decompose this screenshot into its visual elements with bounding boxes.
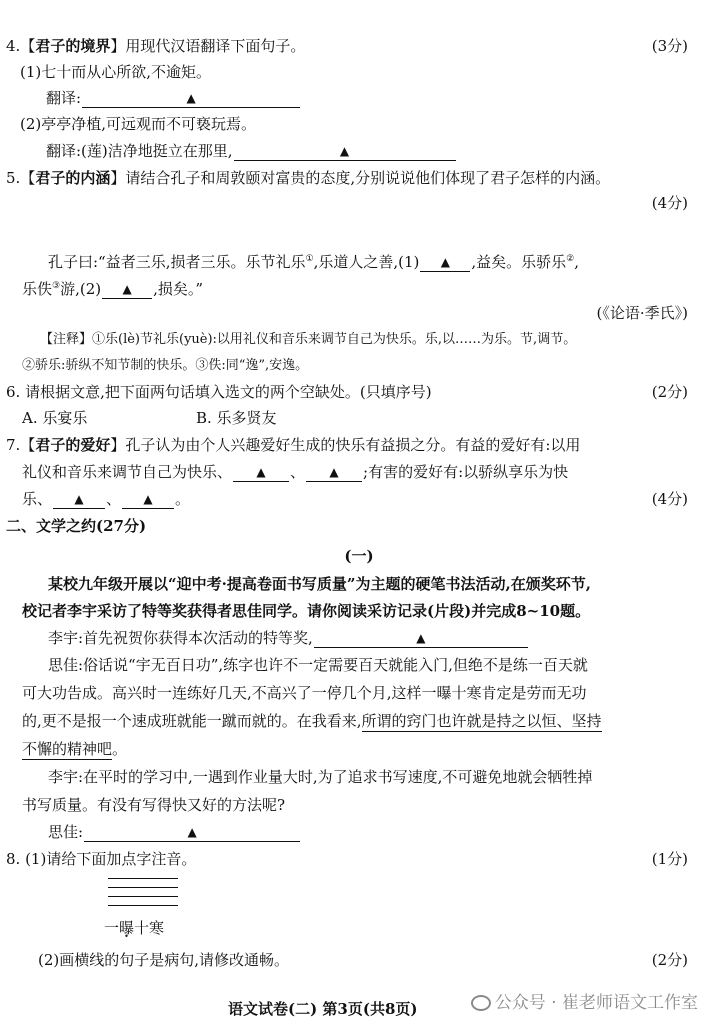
q5-score: (4分) bbox=[651, 194, 688, 212]
dialog-si1: 思佳:俗话说“宇无百日功”,练字也许不一定需要百天就能入门,但绝不是练一百天就 bbox=[48, 656, 588, 674]
section2-title: 二、文学之约(27分) bbox=[6, 517, 147, 535]
q4-s1-translate bbox=[46, 88, 301, 108]
passage-l2b: 游,(2) bbox=[60, 280, 102, 298]
passage-line2 bbox=[22, 276, 203, 299]
page-footer: 语文试卷(二) 第3页(共8页) bbox=[228, 1000, 418, 1018]
q7-line3 bbox=[22, 489, 190, 509]
q8-part1: 8. (1)请给下面加点字注音。 bbox=[6, 850, 197, 868]
passage-note2: ②骄乐:骄纵不知节制的快乐。③佚:同“逸”,安逸。 bbox=[22, 358, 309, 373]
q7-l1-text: 】孔子认为由个人兴趣爱好生成的快乐有益损之分。有益的爱好有:以用 bbox=[110, 436, 581, 454]
passage-l2a: 乐佚 bbox=[22, 280, 53, 298]
dialog-si5-label: 思佳: bbox=[48, 823, 84, 841]
q8-part1-score: (1分) bbox=[651, 850, 688, 868]
triangle-icon: ▲ bbox=[329, 465, 339, 479]
dialog-li3: 书写质量。有没有写得快又好的方法呢? bbox=[22, 796, 286, 814]
dialog-si4-end: 。 bbox=[112, 740, 128, 758]
q4-s2: (2)亭亭净植,可远观而不可亵玩焉。 bbox=[20, 115, 257, 133]
underlined-sentence-part1: 所谓的窍门也许就是持之以恒、坚持 bbox=[361, 712, 602, 730]
dialog-blank-2[interactable] bbox=[84, 823, 300, 842]
q8-word bbox=[104, 918, 164, 938]
q7-l3a: 乐、 bbox=[22, 490, 53, 508]
q7-blank-3[interactable] bbox=[53, 490, 105, 509]
q6-text: 6. 请根据文意,把下面两句话填入选文的两个空缺处。(只填序号) bbox=[6, 383, 432, 401]
passage-l1a: 孔子曰:“益者三乐,损者三乐。乐节礼乐 bbox=[48, 253, 306, 271]
q6-option-a: A. 乐宴乐 bbox=[22, 409, 88, 427]
triangle-icon: ▲ bbox=[339, 144, 350, 158]
passage-l2c: ,损矣。” bbox=[153, 280, 204, 298]
q7-l3-sep: 、 bbox=[106, 490, 122, 508]
q8-word-post: 十寒 bbox=[134, 919, 165, 937]
q4-tag: 君子的境界 bbox=[35, 37, 111, 55]
q7-tag: 君子的爱好 bbox=[35, 436, 111, 454]
passage-l1c: ,益矣。乐骄乐 bbox=[471, 253, 567, 271]
passage-source: (《论语·季氏》) bbox=[596, 304, 688, 322]
dialog-li2: 李宇:在平时的学习中,一遇到作业量大时,为了追求书写速度,不可避免地就会牺牲掉 bbox=[48, 768, 593, 786]
q4-s1-blank[interactable] bbox=[82, 89, 300, 108]
q5-title bbox=[6, 168, 610, 188]
watermark bbox=[471, 988, 698, 1013]
triangle-icon: ▲ bbox=[122, 282, 132, 296]
q8-part2: (2)画横线的句子是病句,请修改通畅。 bbox=[38, 951, 290, 969]
dialog-si4 bbox=[22, 739, 127, 759]
dialog-blank-1[interactable] bbox=[314, 629, 528, 648]
q7-blank-4[interactable] bbox=[122, 490, 174, 509]
q6-option-b: B. 乐多贤友 bbox=[196, 409, 277, 427]
triangle-icon: ▲ bbox=[187, 825, 197, 839]
intro-line1: 某校九年级开展以“迎中考·提高卷面书写质量”为主题的硬笔书法活动,在颁奖环节, bbox=[48, 575, 591, 593]
watermark-text: 公众号 · 崔老师语文工作室 bbox=[494, 993, 698, 1013]
dialog-si2: 可大功告成。高兴时一连练好几天,不高兴了一停几个月,这样一曝十寒肯定是劳而无功 bbox=[22, 684, 587, 702]
q7-l2-sep: 、 bbox=[290, 463, 306, 481]
q7-blank-2[interactable] bbox=[306, 463, 362, 482]
dialog-li1 bbox=[48, 628, 529, 648]
passage-blank-1[interactable] bbox=[420, 253, 470, 272]
q4-title bbox=[6, 36, 305, 56]
q7-blank-1[interactable] bbox=[233, 463, 289, 482]
q5-num: 5.【 bbox=[6, 169, 36, 187]
passage-l1b: ,乐道人之善,(1) bbox=[313, 253, 420, 271]
triangle-icon: ▲ bbox=[74, 492, 84, 506]
dialog-li1-text: 李宇:首先祝贺你获得本次活动的特等奖, bbox=[48, 629, 313, 647]
q7-l2b: ;有害的爱好有:以骄纵享乐为快 bbox=[363, 463, 569, 481]
passage-l1d: , bbox=[574, 253, 580, 271]
q7-l3-end: 。 bbox=[175, 490, 191, 508]
dialog-si3 bbox=[22, 711, 602, 731]
intro-line2: 校记者李宇采访了特等奖获得者思佳同学。请你阅读采访记录(片段)并完成8~10题。 bbox=[22, 602, 591, 620]
q5-tag: 君子的内涵 bbox=[35, 169, 111, 187]
q7-l2a: 礼仪和音乐来调节自己为快乐、 bbox=[22, 463, 233, 481]
q4-s2-label: 翻译:(莲)洁净地挺立在那里, bbox=[46, 142, 233, 160]
pinyin-line-3 bbox=[108, 896, 178, 897]
q7-line2 bbox=[22, 462, 568, 482]
passage-blank-2[interactable] bbox=[102, 280, 152, 299]
section2-sub: (一) bbox=[344, 547, 374, 565]
pinyin-line-2 bbox=[108, 887, 178, 888]
pinyin-answer-lines[interactable] bbox=[108, 878, 178, 914]
dialog-si5 bbox=[48, 822, 301, 842]
q7-score: (4分) bbox=[651, 490, 688, 508]
q4-num: 4.【 bbox=[6, 37, 36, 55]
q5-text: 】请结合孔子和周敦颐对富贵的态度,分别说说他们体现了君子怎样的内涵。 bbox=[110, 169, 611, 187]
dialog-si3-text: 的,更不是报一个速成班就能一蹴而就的。在我看来, bbox=[22, 712, 362, 730]
triangle-icon: ▲ bbox=[440, 255, 450, 269]
q4-score: (3分) bbox=[651, 37, 688, 55]
q4-s2-blank[interactable] bbox=[234, 142, 456, 161]
passage-note1: 【注释】①乐(lè)节礼乐(yuè):以用礼仪和音乐来调节自己为快乐。乐,以……为乐。节,调节。 bbox=[40, 332, 577, 347]
q4-s2-translate bbox=[46, 141, 457, 161]
pinyin-line-1 bbox=[108, 878, 178, 879]
q6-score: (2分) bbox=[651, 383, 688, 401]
q8-word-pre: 一 bbox=[104, 919, 120, 937]
passage-line1 bbox=[48, 249, 579, 272]
pinyin-line-4 bbox=[108, 905, 178, 906]
note-ref-3: ③ bbox=[52, 281, 61, 291]
q4-s1-label: 翻译: bbox=[46, 89, 82, 107]
q4-s1: (1)七十而从心所欲,不逾矩。 bbox=[20, 63, 212, 81]
note-ref-1: ① bbox=[305, 254, 314, 264]
triangle-icon: ▲ bbox=[186, 91, 196, 105]
triangle-icon: ▲ bbox=[416, 631, 426, 645]
triangle-icon: ▲ bbox=[256, 465, 266, 479]
q8-part2-score: (2分) bbox=[651, 951, 688, 969]
triangle-icon: ▲ bbox=[143, 492, 153, 506]
q8-dotted-char: 曝 bbox=[119, 919, 135, 937]
note-ref-2: ② bbox=[566, 254, 575, 264]
q4-text: 】用现代汉语翻译下面句子。 bbox=[110, 37, 306, 55]
q7-num: 7.【 bbox=[6, 436, 36, 454]
wechat-icon bbox=[471, 995, 491, 1011]
underlined-sentence-part2: 不懈的精神吧 bbox=[22, 740, 113, 758]
q7-line1 bbox=[6, 435, 580, 455]
